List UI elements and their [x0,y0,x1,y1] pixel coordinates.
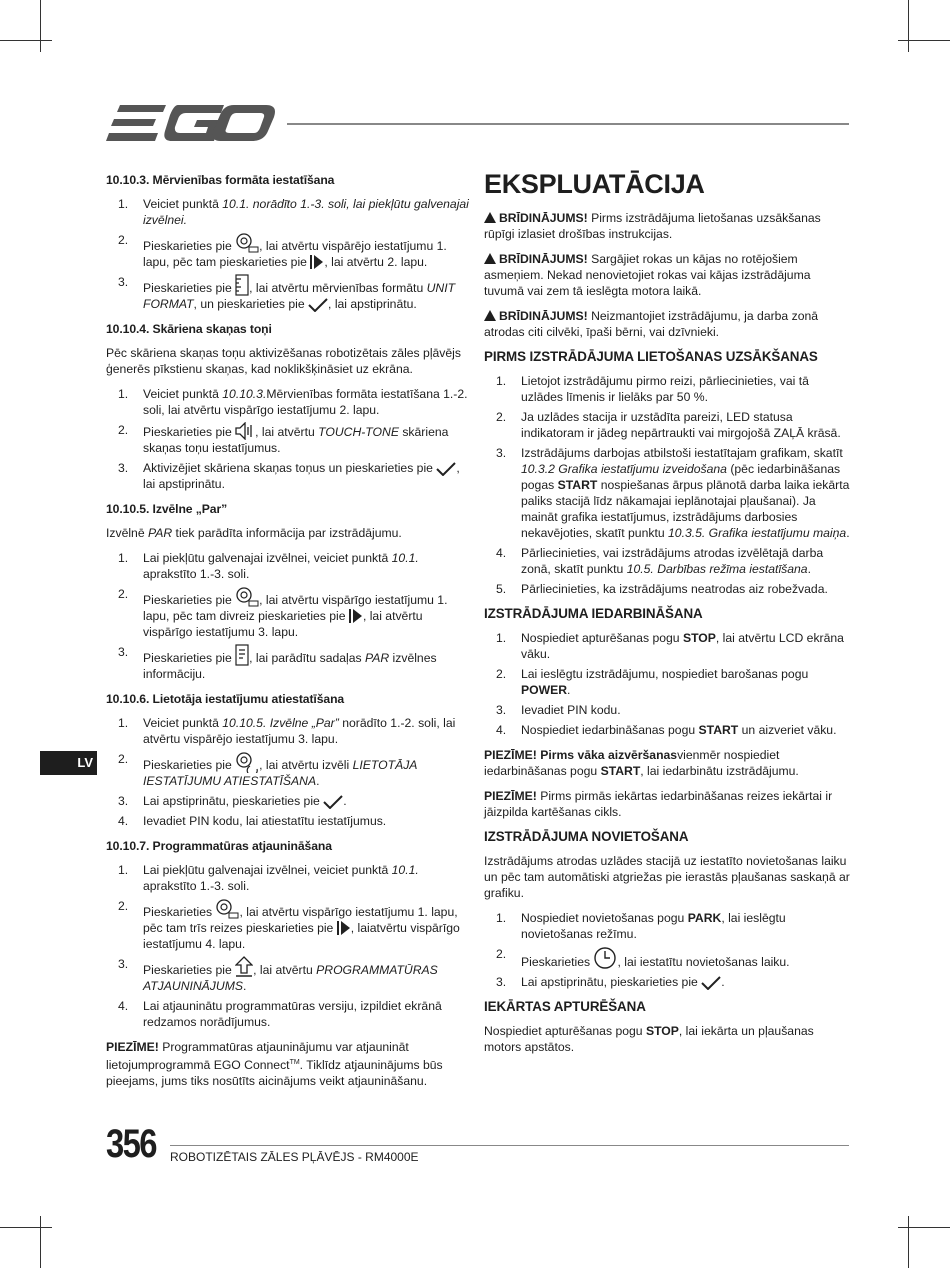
list-item: 4. Ievadiet PIN kodu, lai atiestatītu iestatījumus. [118,814,387,828]
language-tab: LV [40,751,97,775]
next-page-icon [310,254,324,270]
step-list [484,910,850,990]
checkmark-icon [436,462,456,476]
right-column [484,168,850,1064]
step-list [484,630,850,738]
list-item: 4. Lai atjauninātu programmatūras versiju, izpildiet ekrānā redzamos norādījumus. [118,999,442,1029]
page-number: 356 [106,1122,156,1166]
list-item: 1. Nospiediet apturēšanas pogu STOP, lai atvērtu LCD ekrāna vāku. [496,631,844,661]
list-item: 2. Ja uzlādes stacija ir uzstādīta pareizi, LED statusa indikatoram ir jādeg nepārtraukti vai mirgojošā ZAĻĀ krāsā. [496,410,841,440]
warning: BRĪDINĀJUMS! Neizmantojiet izstrādājumu, ja darba zonā atrodas citi cilvēki, īpaši bērni, vai dzīvnieki. [484,309,819,339]
reset-gear-icon [235,751,259,773]
crop-mark [908,1216,909,1268]
section-heading: IZSTRĀDĀJUMA NOVIETOŠANA [484,829,689,844]
list-item: 3. Aktivizējiet skāriena skaņas toņus un pieskarieties pie , lai apstiprinātu. [118,461,460,491]
list-item: 2. Lai ieslēgtu izstrādājumu, nospiediet barošanas pogu POWER. [496,667,809,697]
paragraph: Nospiediet apturēšanas pogu STOP, lai iekārta un pļaušanas motors apstātos. [484,1024,814,1054]
clock-icon [593,946,617,970]
section-heading: 10.10.6. Lietotāja iestatījumu atiestatīšana [106,692,345,706]
crop-mark [40,0,41,52]
list-item: 3. Pieskarieties pie , lai atvērtu PROGRAMMATŪRAS ATJAUNINĀJUMS. [118,957,438,993]
warning-icon [484,212,496,223]
step-list [106,386,472,492]
crop-mark [0,1227,52,1228]
step-list [106,550,472,682]
crop-mark [0,40,52,41]
unit-format-icon [235,274,249,296]
step-list [106,715,472,829]
settings-gear-icon [235,232,259,254]
note: PIEZĪME! Programmatūras atjauninājumu var atjaunināt lietojumprogrammā EGO Connect™. Tiklīdz atjauninājums būs pieejams, jums tiks nosūtīts aicinājums veikt atjaunināšanu. [106,1040,443,1089]
list-item: 3. Lai apstiprinātu, pieskarieties pie . [118,794,347,808]
list-item: 4. Nospiediet iedarbināšanas pogu START un aizveriet vāku. [496,723,837,737]
list-item: 3. Ievadiet PIN kodu. [496,703,621,717]
next-page-icon [337,920,351,936]
list-item: 2. Pieskarieties pie , lai atvērtu vispārējo iestatījumu 1. lapu, pēc tam pieskarieties pie , lai atvērtu 2. lapu. [118,233,447,269]
section-heading: 10.10.5. Izvēlne „Par” [106,502,228,516]
step-list [484,373,850,597]
note: PIEZĪME! Pirms vāka aizvēršanasvienmēr nospiediet iedarbināšanas pogu START, lai iedarbinātu izstrādājumu. [484,748,799,778]
upload-icon [235,956,253,978]
list-item: 2. Pieskarieties pie , lai atvērtu vispārīgo iestatījumu 1. lapu, pēc tam divreiz pieskarieties pie , lai atvērtu vispārīgo iestatījumu 3. lapu. [118,587,448,639]
paragraph: Pēc skāriena skaņas toņu aktivizēšanas robotizētais zāles pļāvējs ģenerēs pīkstienu skaņas, kad noklikšķināsiet uz ekrāna. [106,346,461,376]
list-item: 2. Pieskarieties pie , lai atvērtu TOUCH-TONE skāriena skaņas toņu iestatījumus. [118,423,449,455]
footer-rule [170,1145,849,1146]
section-heading: IZSTRĀDĀJUMA IEDARBINĀŠANA [484,606,703,621]
list-item: 3. Pieskarieties pie , lai atvērtu mērvienības formātu UNIT FORMAT, un pieskarieties pie , lai apstiprinātu. [118,275,456,311]
header-rule [287,123,849,125]
warning: BRĪDINĀJUMS! Sargājiet rokas un kājas no rotējošiem asmeņiem. Nekad nenovietojiet rokas vai kājas izstrādājuma tuvumā vai zem tā ieslēgta motora laikā. [484,252,811,298]
section-heading: 10.10.3. Mērvienības formāta iestatīšana [106,173,335,187]
list-item: 3. Lai apstiprinātu, pieskarieties pie . [496,975,725,989]
list-item: 1. Lai piekļūtu galvenajai izvēlnei, veiciet punktā 10.1. aprakstīto 1.-3. soli. [118,551,419,581]
paragraph: Izvēlnē PAR tiek parādīta informācija par izstrādājumu. [106,526,402,540]
info-list-icon [235,644,249,666]
ego-logo [106,103,276,143]
crop-mark [898,1227,950,1228]
section-heading: 10.10.7. Programmatūras atjaunināšana [106,839,332,853]
note: PIEZĪME! Pirms pirmās iekārtas iedarbināšanas reizes iekārtai ir jāizpilda kartēšanas cikls. [484,789,833,819]
speaker-icon [235,422,255,440]
list-item: 1. Lai piekļūtu galvenajai izvēlnei, veiciet punktā 10.1. aprakstīto 1.-3. soli. [118,863,419,893]
list-item: 1. Nospiediet novietošanas pogu PARK, lai ieslēgtu novietošanas režīmu. [496,911,786,941]
list-item: 4. Pārliecinieties, vai izstrādājums atrodas izvēlētajā darba zonā, skatīt punktu 10.5. Darbības režīma iestatīšana. [496,546,824,576]
settings-gear-icon [215,898,239,920]
section-heading: 10.10.4. Skāriena skaņas toņi [106,322,272,336]
warning: BRĪDINĀJUMS! Pirms izstrādājuma lietošanas uzsākšanas rūpīgi izlasiet drošības instrukcijas. [484,211,821,241]
next-page-icon [349,608,363,624]
list-item: 1. Veiciet punktā 10.1. norādīto 1.-3. soli, lai piekļūtu galvenajai izvēlnei. [118,197,469,227]
footer-title: ROBOTIZĒTAIS ZĀLES PĻĀVĒJS - RM4000E [170,1150,419,1164]
step-list [106,196,472,312]
list-item: 2. Pieskarieties , lai iestatītu novietošanas laiku. [496,947,790,969]
crop-mark [908,0,909,52]
checkmark-icon [701,976,721,990]
step-list [106,862,472,1030]
left-column [106,172,472,1098]
checkmark-icon [308,298,328,312]
list-item: 3. Pieskarieties pie , lai parādītu sadaļas PAR izvēlnes informāciju. [118,645,437,681]
page-title: EKSPLUATĀCIJA [484,169,705,199]
list-item: 1. Veiciet punktā 10.10.3.Mērvienības formāta iestatīšana 1.-2. soli, lai atvērtu vispārīgo iestatījumu 2. lapu. [118,387,468,417]
list-item: 2. Pieskarieties pie , lai atvērtu izvēli LIETOTĀJA IESTATĪJUMU ATIESTATĪŠANA. [118,752,417,788]
paragraph: Izstrādājums atrodas uzlādes stacijā uz iestatīto novietošanas laiku un pēc tam automātiski atgriežas pie ierastās pļaušanas saskaņā ar grafiku. [484,854,850,900]
section-heading: PIRMS IZSTRĀDĀJUMA LIETOŠANAS UZSĀKŠANAS [484,349,818,364]
logo-text: EGO [106,103,109,104]
list-item: 1. Veiciet punktā 10.10.5. Izvēlne „Par” norādīto 1.-2. soli, lai atvērtu vispārējo iestatījumu 3. lapu. [118,716,456,746]
list-item: 5. Pārliecinieties, ka izstrādājums neatrodas aiz robežvada. [496,582,828,596]
list-item: 3. Izstrādājums darbojas atbilstoši iestatītajam grafikam, skatīt 10.3.2 Grafika iestatījumu izveidošana (pēc iedarbināšanas pogas START nospiešanas ārpus plānotā darba laika iekārta paliks stacijā līdz nākamajai ieplānotajai pļaušanai). Ja maināt grafika iestatījumus, izstrādājums darbosies nekavējoties, skatīt punktu 10.3.5. Grafika iestatījumu maiņa. [496,446,850,540]
list-item: 1. Lietojot izstrādājumu pirmo reizi, pārliecinieties, vai tā uzlādes līmenis ir lielāks par 50 %. [496,374,809,404]
warning-icon [484,253,496,264]
list-item: 2. Pieskarieties , lai atvērtu vispārīgo iestatījumu 1. lapu, pēc tam trīs reizes pieskarieties pie , laiatvērtu vispārīgo iestatījumu 4. lapu. [118,899,460,951]
section-heading: IEKĀRTAS APTURĒŠANA [484,999,646,1014]
crop-mark [898,40,950,41]
settings-gear-icon [235,586,259,608]
warning-icon [484,310,496,321]
crop-mark [40,1216,41,1268]
checkmark-icon [323,795,343,809]
